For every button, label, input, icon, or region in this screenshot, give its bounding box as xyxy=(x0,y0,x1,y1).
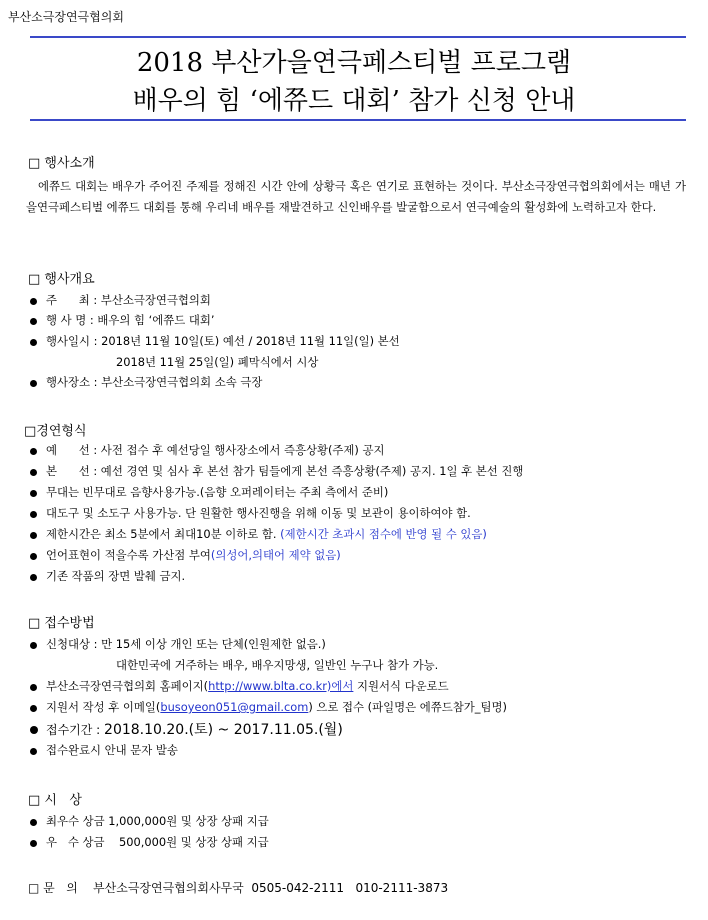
apply-period-value: 2018.10.20.(토) ~ 2017.11.05.(월) xyxy=(104,722,343,738)
format-lang-text: 언어표현이 적을수록 가산점 부여 xyxy=(46,548,211,562)
format-time-text: 제한시간은 최소 5분에서 최대10분 이하로 함. xyxy=(46,527,281,541)
apply-homepage-text: 부산소극장연극협의회 홈페이지( xyxy=(46,679,209,693)
bullet xyxy=(30,574,37,581)
overview-date-award: 2018년 11월 25일(일) 폐막식에서 시상 xyxy=(116,355,319,369)
apply-period-label: 접수기간 : xyxy=(46,723,105,737)
format-props: 대도구 및 소도구 사용가능. 단 원활한 행사진행을 위해 이동 및 보관이 용이하여야 함. xyxy=(46,506,471,520)
format-lang xyxy=(46,547,341,563)
top-rule xyxy=(30,36,686,38)
bullet xyxy=(30,553,37,560)
bottom-rule xyxy=(30,119,686,121)
bullet xyxy=(30,339,37,346)
overview-place: 행사장소 : 부산소극장연극협의회 소속 극장 xyxy=(46,375,263,389)
apply-email xyxy=(46,699,507,715)
apply-target: 신청대상 : 만 15세 이상 개인 또는 단체(인원제한 없음.) xyxy=(46,637,326,651)
apply-notice: 접수완료시 안내 문자 발송 xyxy=(46,743,178,757)
award-first: 최우수 상금 1,000,000원 및 상장 상패 지급 xyxy=(46,814,269,828)
bullet xyxy=(30,819,37,826)
bullet xyxy=(30,840,37,847)
contact-line: □ 문 의 부산소극장연극협의회사무국 0505-042-2111 010-2111-3873 xyxy=(28,881,449,895)
apply-email-suffix: ) 으로 접수 (파일명은 에쮸드참가_팀명) xyxy=(308,700,507,714)
section-overview-heading: □ 행사개요 xyxy=(28,272,95,287)
bullet xyxy=(30,380,37,387)
overview-name: 행 사 명 : 배우의 힘 ‘에쮸드 대회’ xyxy=(46,313,215,327)
apply-period xyxy=(46,719,343,739)
section-format-heading: □경연형식 xyxy=(24,424,87,439)
section-apply-heading: □ 접수방법 xyxy=(28,616,95,631)
bullet xyxy=(30,318,37,325)
apply-homepage xyxy=(46,678,449,694)
bullet xyxy=(30,448,37,455)
bullet xyxy=(30,684,37,691)
page-subtitle: 배우의 힘 ‘에쮸드 대회’ 참가 신청 안내 xyxy=(132,86,576,116)
format-stage: 무대는 빈무대로 음향사용가능.(음향 오퍼레이터는 주최 측에서 준비) xyxy=(46,485,389,499)
format-lang-note: (의성어,의태어 제약 없음) xyxy=(210,548,341,562)
format-time xyxy=(46,526,487,542)
apply-email-text: 지원서 작성 후 이메일( xyxy=(46,700,161,714)
overview-date: 행사일시 : 2018년 11월 10일(토) 예선 / 2018년 11월 11일(일) 본선 xyxy=(46,334,400,348)
format-prelim: 예 선 : 사전 접수 후 예선당일 행사장소에서 즉흥상황(주제) 공지 xyxy=(46,443,385,457)
bullet xyxy=(30,748,37,755)
bullet xyxy=(30,469,37,476)
intro-paragraph: 에쮸드 대회는 배우가 주어진 주제를 정해진 시간 안에 상황극 혹은 연기로 표현하는 것이다. 부산소극장연극협의회에서는 매년 가을연극페스티벌 에쮸드 대회를 통해 우리네 배우를 재발견하고 신인배우를 발굴함으로서 연극예술의 활성화에 노력하고자 한다. xyxy=(26,179,686,214)
bullet xyxy=(30,532,37,539)
bullet xyxy=(30,490,37,497)
format-time-note: (제한시간 초과시 점수에 반영 될 수 있음) xyxy=(280,527,487,541)
section-award-heading: □ 시 상 xyxy=(28,793,82,808)
apply-homepage-suffix: 지원서식 다운로드 xyxy=(353,679,449,693)
award-second: 우 수 상금 500,000원 및 상장 상패 지급 xyxy=(46,835,269,849)
page-title: 2018 부산가을연극페스티벌 프로그램 xyxy=(136,48,572,78)
org-label: 부산소극장연극협의회 xyxy=(8,10,124,24)
email-link[interactable]: busoyeon051@gmail.com xyxy=(160,700,309,714)
bullet xyxy=(30,298,37,305)
apply-target-detail: 대한민국에 거주하는 배우, 배우지망생, 일반인 누구나 참가 가능. xyxy=(116,658,439,672)
section-intro-heading: □ 행사소개 xyxy=(28,156,95,171)
bullet xyxy=(30,511,37,518)
bullet xyxy=(30,705,37,712)
homepage-link[interactable]: http://www.blta.co.kr)에서 xyxy=(208,679,354,693)
overview-host: 주 최 : 부산소극장연극협의회 xyxy=(46,293,211,307)
bullet xyxy=(30,642,37,649)
format-ban: 기존 작품의 장면 발췌 금지. xyxy=(46,569,186,583)
format-final: 본 선 : 예선 경연 및 심사 후 본선 참가 팀들에게 본선 즉흥상황(주제) 공지. 1일 후 본선 진행 xyxy=(46,464,524,478)
bullet xyxy=(30,726,38,734)
